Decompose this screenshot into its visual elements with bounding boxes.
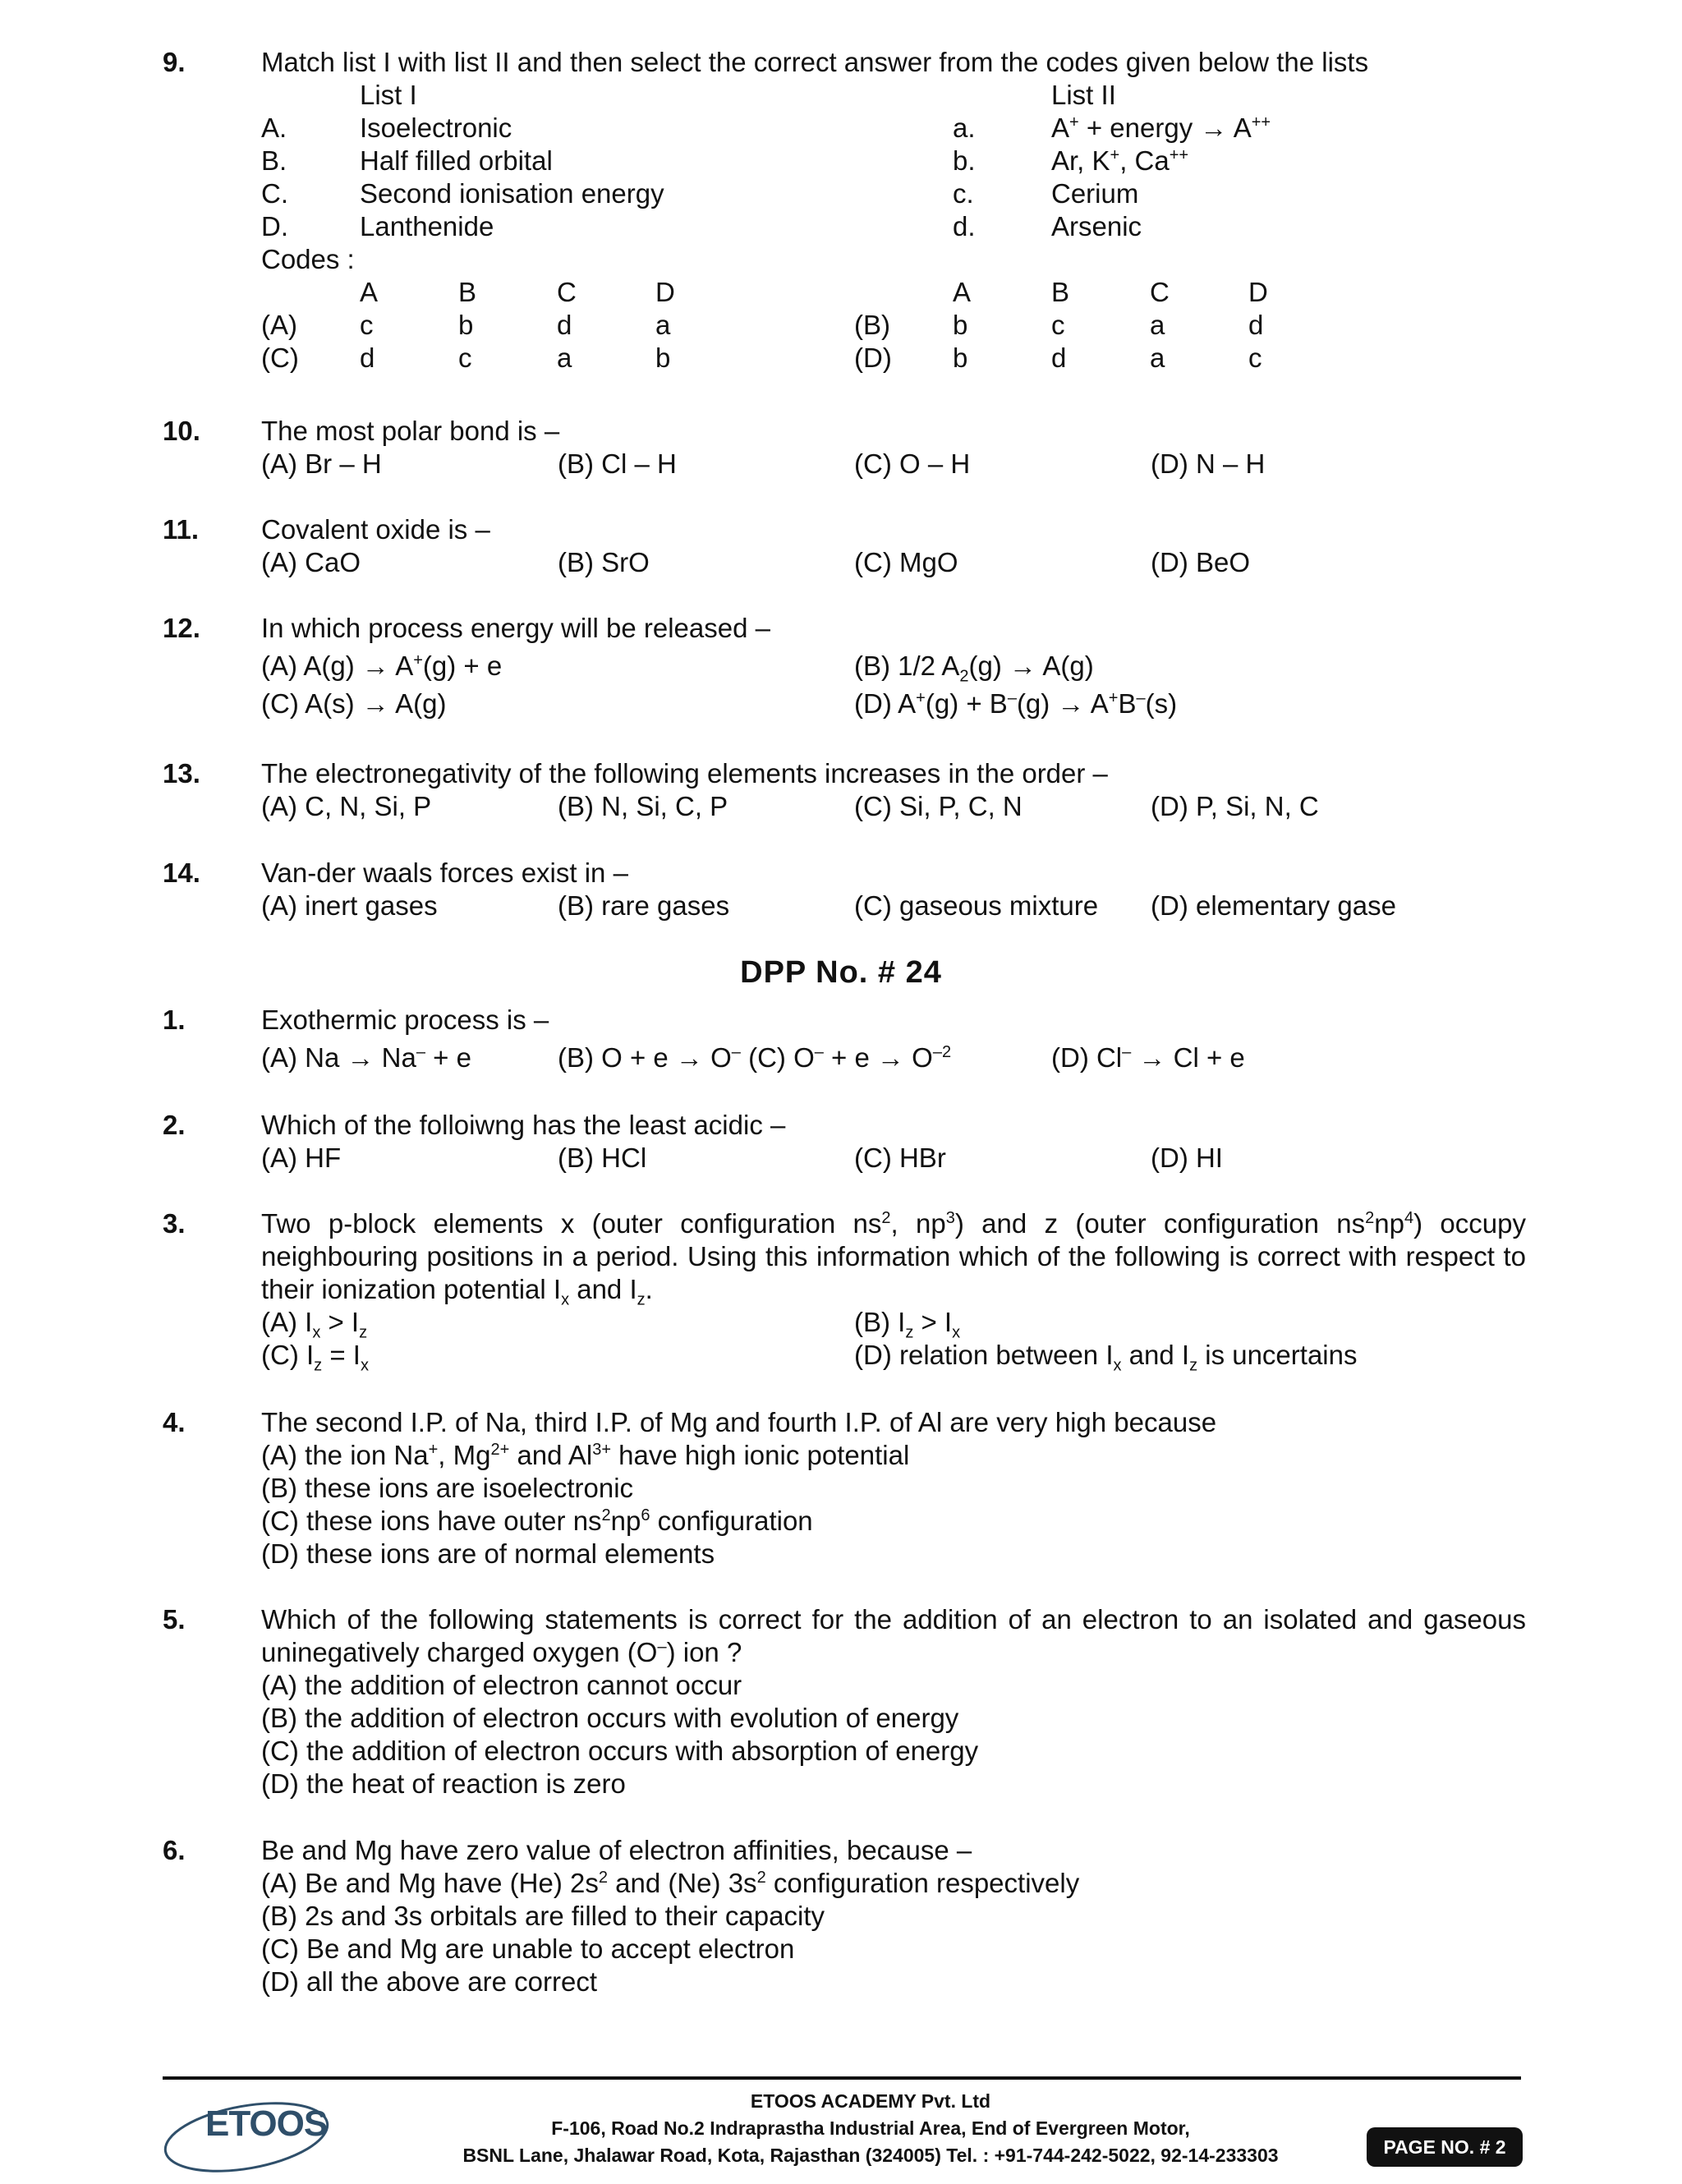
footer-address-line-2: BSNL Lane, Jhalawar Road, Kota, Rajasthan (324005) Tel. : +91-744-242-5022, 92-14-233303 [462,2145,1279,2166]
option: (A) HF [261,1143,342,1173]
code-value: c [1051,310,1065,340]
code-header: C [557,277,577,307]
list2-item: Cerium [1051,178,1139,209]
codes-label: Codes : [261,244,355,274]
option: (C) Si, P, C, N [854,791,1023,821]
code-value: b [953,310,968,340]
code-value: d [1051,343,1067,373]
question-number: 3. [163,1208,186,1239]
question-number: 13. [163,758,200,789]
code-option-label: (A) [261,310,297,340]
option-d: (D) these ions are of normal elements [261,1538,715,1569]
option: (D) N – H [1151,448,1266,479]
question-number: 12. [163,613,200,643]
option-b: (B) 2s and 3s orbitals are filled to their capacity [261,1901,825,1931]
question-stem: Van-der waals forces exist in – [261,858,628,888]
code-value: a [655,310,671,340]
code-value: b [458,310,474,340]
option: (C) MgO [854,547,958,577]
option: (B) HCl [558,1143,647,1173]
code-header: C [1150,277,1170,307]
code-option-label: (C) [261,343,299,373]
option: (B) the addition of electron occurs with evolution of energy [261,1703,959,1733]
option: (C) gaseous mixture [854,890,1099,921]
code-value: c [458,343,472,373]
question-stem: In which process energy will be released – [261,613,770,643]
logo-text: ETOOS [205,2104,328,2144]
list1-key: C. [261,178,288,209]
option: (D) P, Si, N, C [1151,791,1319,821]
list1-key: A. [261,113,287,143]
option: (B) N, Si, C, P [558,791,728,821]
option: (B) SrO [558,547,650,577]
code-option-label: (B) [854,310,890,340]
question-stem: Which of the folloiwng has the least acidic – [261,1110,786,1140]
option-c: (C) A(s) → A(g) [261,688,447,719]
list2-title: List II [1051,80,1116,110]
question-number: 1. [163,1005,186,1035]
list2-key: a. [953,113,976,143]
code-header: A [953,277,972,307]
code-value: d [557,310,572,340]
code-option-label: (D) [854,343,892,373]
code-value: a [557,343,572,373]
page-number-badge: PAGE NO. # 2 [1367,2127,1523,2167]
option: (D) the heat of reaction is zero [261,1768,626,1799]
footer-company: ETOOS ACADEMY Pvt. Ltd [750,2090,991,2112]
question-number: 2. [163,1110,186,1140]
code-value: b [655,343,671,373]
question-stem: The second I.P. of Na, third I.P. of Mg and fourth I.P. of Al are very high because [261,1407,1217,1437]
option-d: (D) relation between $I_x$ and $I_z$ is uncertains [854,1340,1358,1375]
code-header: B [1051,277,1070,307]
footer-address [345,2088,1396,2169]
code-value: c [360,310,374,340]
option-a: (A) Be and Mg have (He) $2s^2$ and (Ne) $3s^2$ configuration respectively [261,1868,1080,1898]
option: (B) rare gases [558,890,730,921]
option-a: (A) A(g) → A+(g) + e [261,651,503,681]
option: (B) Cl – H [558,448,677,479]
option-a: (A) $I_x > I_z$ [261,1307,368,1342]
option: (A) Br – H [261,448,382,479]
option-b: (B) O + e → O– (C) $O^- + e \to O^{-2}$ [558,1042,952,1073]
footer-divider [163,2076,1521,2080]
option-d: (D) all the above are correct [261,1966,598,1997]
option: (D) elementary gase [1151,890,1396,921]
etoos-logo [156,2086,353,2177]
list1-item: Half filled orbital [360,145,553,176]
code-header: D [655,277,675,307]
question-number: 5. [163,1604,186,1635]
code-header: A [360,277,379,307]
question-number: 4. [163,1407,186,1437]
code-value: d [1248,310,1264,340]
option: (D) HI [1151,1143,1223,1173]
code-option-row [261,309,1526,342]
list2-item: A+ + energy → A++ [1051,113,1271,143]
list2-key: c. [953,178,974,209]
option-d: (D) Cl– → Cl + e [1051,1042,1245,1073]
question-stem: Which of the following statements is correct for the addition of an electron to an isolated and gaseous uninegatively charged oxygen (O–) ion ? [261,1604,1526,1667]
list1-item: Isoelectronic [360,113,512,143]
question-stem: Match list I with list II and then select the correct answer from the codes given below the lists [261,47,1369,77]
question-number: 11. [163,514,200,545]
option-a: (A) the ion Na+, $Mg^{2+}$ and $Al^{3+}$ have high ionic potential [261,1440,910,1470]
question-stem: Covalent oxide is – [261,514,490,545]
question-stem: Two p-block elements x (outer configuration $ns^2$, $np^3$) and z (outer configuration $ns^2np^4$) occupy neighbouring positions in a period. Using this information which of the following is correct with respect to their ionization potential $I_x$ and $I_z$. [261,1208,1526,1309]
codes-header-row [261,276,1526,309]
option-d: (D) A+(g) + B–(g) → A+B–(s) [854,688,1178,719]
list1-key: D. [261,211,288,241]
option: (A) CaO [261,547,361,577]
option-a: (A) Na → Na– + e [261,1042,471,1073]
option-b: (B) 1/2 $A_2(g) \to A(g)$ [854,651,1094,686]
question-number: 9. [163,47,186,77]
list1-key: B. [261,145,287,176]
list1-item: Lanthenide [360,211,494,241]
option: (C) HBr [854,1143,946,1173]
list2-item: Arsenic [1051,211,1142,241]
option-c: (C) these ions have outer $ns^2np^6$ configuration [261,1506,813,1536]
option-b: (B) these ions are isoelectronic [261,1473,634,1503]
list2-key: b. [953,145,976,176]
option: (D) BeO [1151,547,1251,577]
code-value: d [360,343,375,373]
code-option-row [261,342,1526,375]
question-number: 10. [163,416,200,446]
option-c: (C) Be and Mg are unable to accept electron [261,1933,795,1964]
code-header: D [1248,277,1268,307]
list2-key: d. [953,211,976,241]
code-value: b [953,343,968,373]
code-value: a [1150,343,1165,373]
question-number: 14. [163,858,200,888]
footer-address-line-1: F-106, Road No.2 Indraprastha Industrial Area, End of Evergreen Motor, [551,2117,1190,2139]
question-stem: Exothermic process is – [261,1005,549,1035]
question-stem: The most polar bond is – [261,416,560,446]
code-header: B [458,277,477,307]
section-title: DPP No. # 24 [740,955,942,990]
option: (C) O – H [854,448,971,479]
option: (A) C, N, Si, P [261,791,432,821]
option: (C) the addition of electron occurs with absorption of energy [261,1736,979,1766]
code-value: c [1248,343,1262,373]
list1-item: Second ionisation energy [360,178,664,209]
question-stem: Be and Mg have zero value of electron affinities, because – [261,1835,972,1865]
option: (A) the addition of electron cannot occur [261,1670,742,1700]
option-b: (B) $I_z > I_x$ [854,1307,961,1342]
option: (A) inert gases [261,890,438,921]
question-stem: The electronegativity of the following elements increases in the order – [261,758,1108,789]
list1-title: List I [360,80,417,110]
question-number: 6. [163,1835,186,1865]
list2-item: Ar, K+, Ca++ [1051,145,1189,176]
code-value: a [1150,310,1165,340]
option-c: (C) $I_z = I_x$ [261,1340,369,1375]
